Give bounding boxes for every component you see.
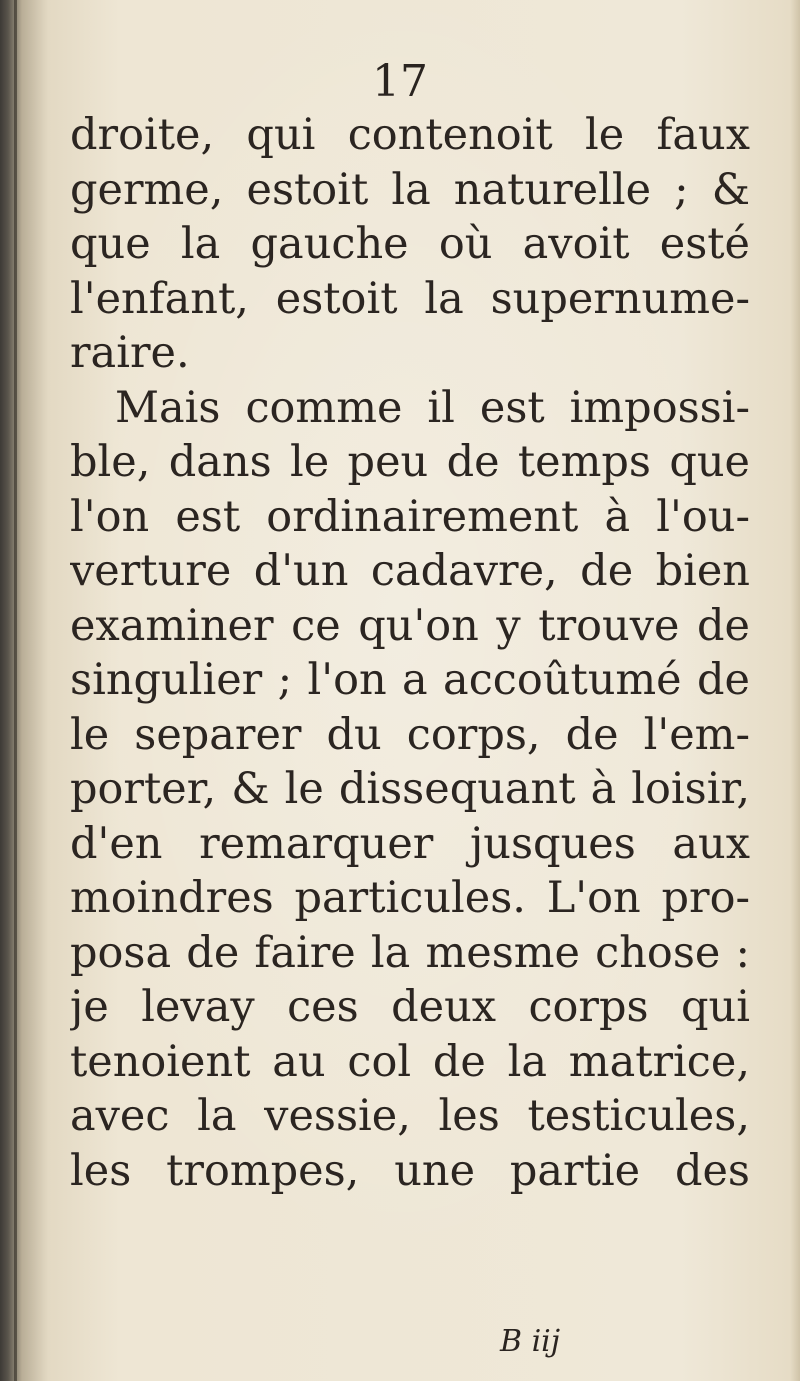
text-line: que la gauche où avoit esté	[70, 219, 750, 269]
text-line: je levay ces deux corps qui	[70, 982, 750, 1032]
text-line: droite, qui contenoit le faux	[70, 110, 750, 160]
text-line: d'en remarquer jusques aux	[70, 818, 750, 869]
text-line: l'enfant, estoit la supernume-	[70, 273, 750, 324]
text-line: examiner ce qu'on y trouve de	[70, 600, 750, 651]
text-line: Mais comme il est impossi-	[115, 382, 750, 433]
text-line: le separer du corps, de l'em-	[70, 709, 750, 760]
text-line: ble, dans le peu de temps que	[70, 437, 750, 487]
text-line: posa de faire la mesme chose :	[70, 927, 750, 978]
text-line: tenoient au col de la matrice,	[70, 1036, 750, 1087]
binding-gutter	[14, 0, 17, 1381]
text-line: germe, estoit la naturelle ; &	[70, 164, 750, 215]
text-line: avec la vessie, les testicules,	[70, 1091, 750, 1141]
text-line: moindres particules. L'on pro-	[70, 873, 750, 923]
text-line: singulier ; l'on a accoûtumé de	[70, 655, 750, 705]
text-line: l'on est ordinairement à l'ou-	[70, 491, 750, 542]
page-number: 17	[372, 56, 428, 107]
text-line: porter, & le dissequant à loisir,	[70, 764, 750, 814]
text-line: les trompes, une partie des	[70, 1145, 750, 1196]
text-line: raire.	[70, 328, 190, 378]
text-line: verture d'un cadavre, de bien	[70, 546, 750, 596]
signature-mark: B iij	[500, 1324, 561, 1359]
body-text	[70, 108, 750, 1198]
